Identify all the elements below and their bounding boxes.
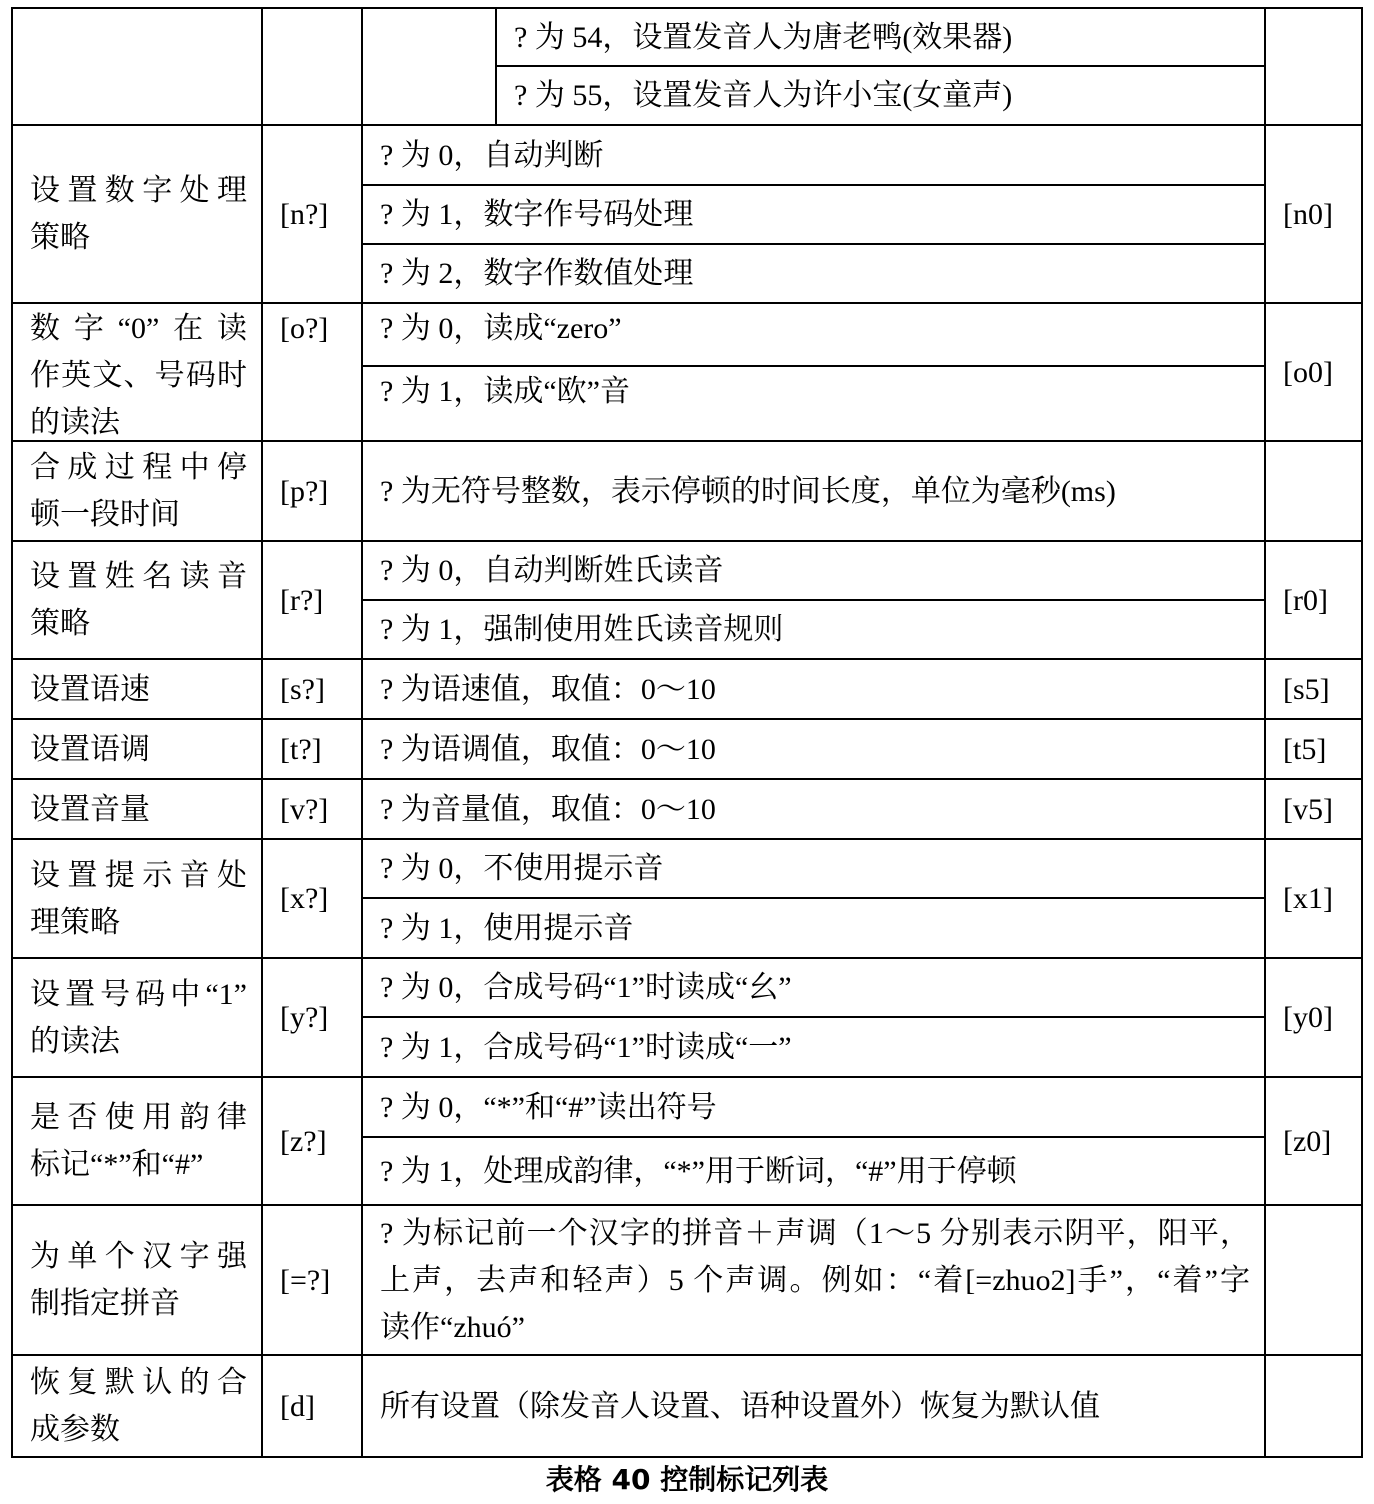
default-cell <box>1264 302 1363 442</box>
function-cell <box>11 124 263 304</box>
option-text: ? 为 1，读成“欧”音 <box>380 375 630 408</box>
default-cell <box>1264 838 1363 959</box>
function-label-line: 设置姓名读音 <box>30 560 247 593</box>
control-tag: [z?] <box>280 1124 327 1158</box>
option-cell <box>361 184 1266 245</box>
description-line: 读作“zhuó” <box>380 1310 525 1344</box>
function-cell <box>11 778 263 840</box>
control-tag: [s?] <box>280 672 325 706</box>
option-text: ? 为 0，合成号码“1”时读成“幺” <box>380 971 792 1004</box>
option-cell <box>361 1076 1266 1138</box>
function-label-line: 为单个汉字强 <box>30 1240 247 1273</box>
default-cell <box>1264 718 1363 780</box>
default-value: [o0] <box>1283 355 1333 389</box>
option-text: ? 为 0，不使用提示音 <box>380 852 664 885</box>
tag-cell <box>261 540 363 660</box>
option-text: ? 为音量值，取值：0～10 <box>380 792 716 826</box>
function-label-line: 数字“0”在读 <box>30 312 247 345</box>
tag-cell <box>261 302 363 442</box>
default-cell <box>1264 7 1363 126</box>
function-label-line: 设置语速 <box>30 672 150 706</box>
tag-cell <box>261 1204 363 1356</box>
option-text: ? 为语调值，取值：0～10 <box>380 732 716 766</box>
default-value: [n0] <box>1283 197 1333 231</box>
option-cell <box>361 540 1266 601</box>
option-text: ? 为 0，自动判断 <box>380 138 604 172</box>
option-text: ? 为 0，自动判断姓氏读音 <box>380 554 724 587</box>
default-value: [x1] <box>1283 882 1333 915</box>
tag-cell <box>261 838 363 959</box>
option-cell <box>361 957 1266 1018</box>
control-tag: [r?] <box>280 583 324 617</box>
default-cell <box>1264 1076 1363 1206</box>
blank-cell <box>361 7 497 126</box>
option-cell <box>495 65 1266 126</box>
option-text: ? 为 0，读成“zero” <box>380 312 622 345</box>
function-cell <box>11 957 263 1078</box>
default-value: [y0] <box>1283 1001 1333 1034</box>
function-cell <box>11 658 263 720</box>
option-text: ? 为 2，数字作数值处理 <box>380 257 694 290</box>
default-cell <box>1264 1204 1363 1356</box>
option-text: ? 为 1，合成号码“1”时读成“一” <box>380 1030 792 1064</box>
function-label-line: 是否使用韵律 <box>30 1101 247 1134</box>
tag-cell <box>261 718 363 780</box>
default-cell <box>1264 957 1363 1078</box>
option-cell <box>361 838 1266 899</box>
function-label-line: 合成过程中停 <box>30 451 247 484</box>
option-text: ? 为 0，“*”和“#”读出符号 <box>380 1090 717 1124</box>
tag-cell <box>261 1076 363 1206</box>
option-cell <box>361 124 1266 186</box>
tag-cell <box>261 658 363 720</box>
option-text: ? 为语速值，取值：0～10 <box>380 672 716 706</box>
function-label-line: 标记“*”和“#” <box>30 1148 204 1181</box>
option-text: ? 为 54，设置发音人为唐老鸭(效果器) <box>514 20 1013 54</box>
control-tag: [o?] <box>280 312 329 345</box>
default-value: [s5] <box>1283 672 1330 706</box>
option-text: ? 为 55，设置发音人为许小宝(女童声) <box>514 79 1013 112</box>
tag-cell <box>261 778 363 840</box>
tag-cell <box>261 7 363 126</box>
description-cell <box>361 1354 1266 1458</box>
option-text: ? 为 1，数字作号码处理 <box>380 198 694 231</box>
option-cell <box>361 365 1266 442</box>
tag-cell <box>261 957 363 1078</box>
function-cell <box>11 302 263 442</box>
default-value: [t5] <box>1283 732 1327 766</box>
option-cell <box>361 440 1266 542</box>
control-tag: [t?] <box>280 732 322 766</box>
default-cell <box>1264 658 1363 720</box>
default-cell <box>1264 1354 1363 1458</box>
control-tag: [=?] <box>280 1263 331 1297</box>
function-label-line: 设置语调 <box>30 732 150 766</box>
option-cell <box>361 1016 1266 1078</box>
function-cell <box>11 540 263 660</box>
control-tag: [v?] <box>280 792 329 826</box>
function-cell <box>11 1204 263 1356</box>
function-label-line: 理策略 <box>30 905 120 939</box>
table-caption: 表格 40 控制标记列表 <box>545 1463 829 1496</box>
option-cell <box>361 658 1266 720</box>
function-cell <box>11 7 263 126</box>
function-label-line: 顿一段时间 <box>30 498 180 531</box>
option-text: ? 为无符号整数，表示停顿的时间长度，单位为毫秒(ms) <box>380 474 1116 508</box>
function-label-line: 设置音量 <box>30 792 150 826</box>
function-label-line: 成参数 <box>30 1413 120 1446</box>
function-label-line: 恢复默认的合 <box>30 1366 247 1399</box>
default-cell <box>1264 440 1363 542</box>
default-value: [r0] <box>1283 583 1328 617</box>
tag-cell <box>261 440 363 542</box>
function-label-line: 的读法 <box>30 406 120 439</box>
function-label-line: 设置数字处理 <box>30 174 247 207</box>
option-cell <box>361 897 1266 959</box>
description-line: 上声，去声和轻声）5 个声调。例如：“着[=zhuo2]手”，“着”字 <box>380 1263 1250 1297</box>
default-value: [v5] <box>1283 792 1333 826</box>
function-cell <box>11 838 263 959</box>
tag-cell <box>261 1354 363 1458</box>
option-cell <box>361 718 1266 780</box>
control-tag: [y?] <box>280 1001 329 1034</box>
control-tag: [x?] <box>280 882 329 915</box>
option-text: ? 为 1，处理成韵律，“*”用于断词，“#”用于停顿 <box>380 1154 1017 1188</box>
option-cell <box>361 243 1266 304</box>
function-label-line: 策略 <box>30 221 90 254</box>
description-cell <box>361 1204 1266 1356</box>
function-label-line: 设置号码中“1” <box>30 977 247 1011</box>
option-cell <box>361 1136 1266 1206</box>
function-label-line: 的读法 <box>30 1024 120 1058</box>
option-cell <box>361 599 1266 660</box>
function-label-line: 设置提示音处 <box>30 858 247 892</box>
description-line: 所有设置（除发音人设置、语种设置外）恢复为默认值 <box>380 1389 1100 1423</box>
control-tag: [p?] <box>280 474 329 508</box>
function-cell <box>11 718 263 780</box>
function-cell <box>11 440 263 542</box>
default-cell <box>1264 540 1363 660</box>
function-label-line: 作英文、号码时 <box>30 359 247 392</box>
option-text: ? 为 1，强制使用姓氏读音规则 <box>380 613 784 646</box>
control-tag: [d] <box>280 1389 315 1423</box>
option-cell <box>361 302 1266 367</box>
control-tag: [n?] <box>280 197 329 231</box>
option-cell <box>361 778 1266 840</box>
option-text: ? 为 1，使用提示音 <box>380 911 634 945</box>
function-label-line: 策略 <box>30 607 90 640</box>
function-cell <box>11 1354 263 1458</box>
default-cell <box>1264 124 1363 304</box>
description-line: ? 为标记前一个汉字的拼音＋声调（1～5 分别表示阴平，阳平， <box>380 1216 1250 1250</box>
tag-cell <box>261 124 363 304</box>
default-value: [z0] <box>1283 1124 1332 1158</box>
function-cell <box>11 1076 263 1206</box>
option-cell <box>495 7 1266 67</box>
default-cell <box>1264 778 1363 840</box>
function-label-line: 制指定拼音 <box>30 1287 180 1320</box>
